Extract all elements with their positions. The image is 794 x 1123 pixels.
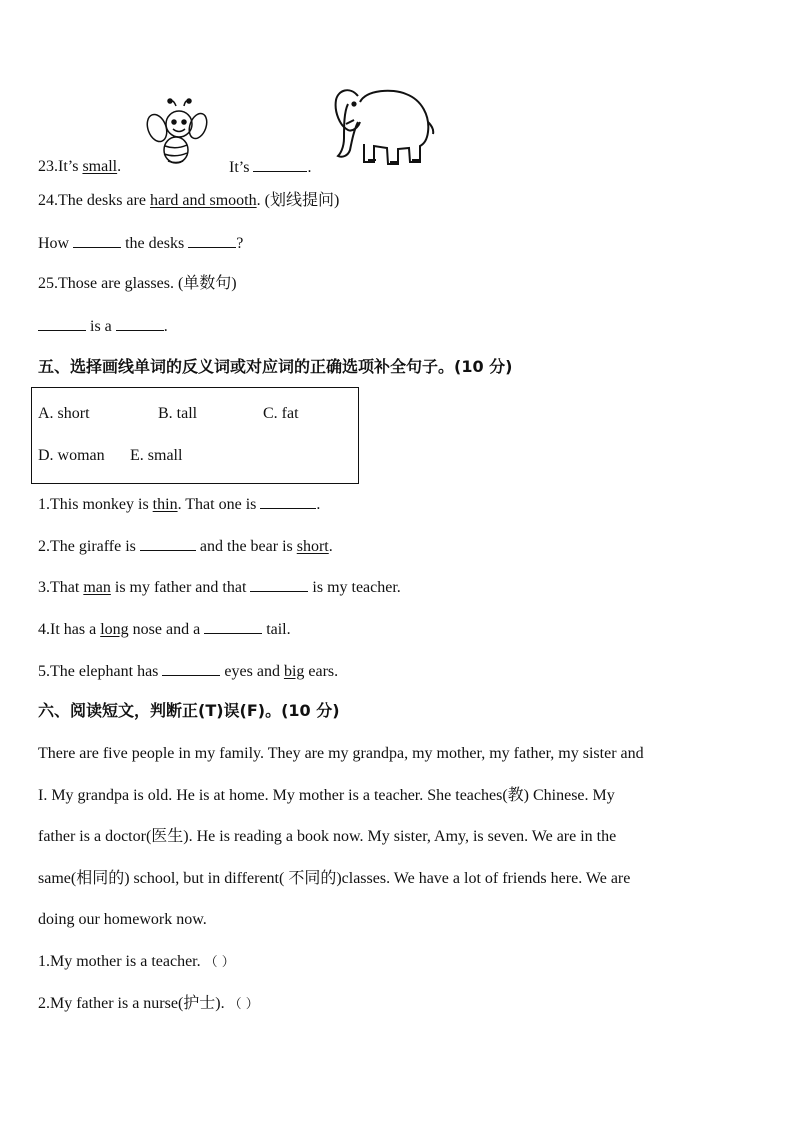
- tf-1-answer-slot[interactable]: （ ）: [204, 955, 235, 970]
- question-23-answer: [229, 157, 311, 178]
- s5-3-text: 3.That: [38, 579, 84, 596]
- s5-5-end: ears.: [304, 663, 339, 680]
- s5-4-middle: nose and a: [128, 621, 205, 638]
- s5-4-underlined: long: [100, 621, 129, 638]
- q23-underlined-word: small: [82, 158, 118, 175]
- q24-answer-text: How: [38, 235, 74, 252]
- answer-blank[interactable]: [140, 536, 196, 551]
- question-25-answer: [38, 316, 168, 337]
- q24-answer-middle: the desks: [121, 235, 189, 252]
- question-24: [38, 191, 339, 211]
- s5-5-middle: eyes and: [220, 663, 284, 680]
- s5-5-text: 5.The elephant has: [38, 663, 163, 680]
- q23-text: 23.It’s: [38, 158, 83, 175]
- question-25: [38, 274, 237, 294]
- s5-sentence-3: [38, 577, 401, 598]
- tf-2-answer-slot[interactable]: （ ）: [228, 997, 259, 1012]
- s5-2-underlined: short: [296, 538, 329, 555]
- q24-answer-end: ?: [236, 235, 244, 252]
- option-d: D. woman: [38, 447, 105, 464]
- s5-3-underlined: man: [83, 579, 111, 596]
- answer-blank[interactable]: [116, 316, 164, 331]
- tf-question-2: [38, 994, 259, 1015]
- s5-3-end: is my teacher.: [308, 579, 401, 596]
- option-b: B. tall: [158, 405, 198, 422]
- q24-text: 24.The desks are: [38, 192, 150, 209]
- bee-picture: [146, 98, 208, 168]
- s5-2-end: .: [328, 538, 333, 555]
- option-c: C. fat: [263, 405, 299, 422]
- s5-2-middle: and the bear is: [195, 538, 297, 555]
- options-box: [31, 387, 359, 484]
- q23-answer-text: It’s: [229, 159, 254, 176]
- s5-1-end: .: [316, 496, 321, 513]
- answer-blank[interactable]: [73, 233, 121, 248]
- answer-blank[interactable]: [162, 661, 220, 676]
- answer-blank[interactable]: [188, 233, 236, 248]
- q24-underlined-phrase: hard and smooth: [149, 192, 257, 209]
- answer-blank[interactable]: [38, 316, 86, 331]
- s5-4-text: 4.It has a: [38, 621, 101, 638]
- passage-line-5: doing our homework now.: [38, 911, 207, 928]
- s5-3-middle: is my father and that: [110, 579, 251, 596]
- tf-2-text: 2.My father is a nurse(护士).: [38, 995, 225, 1012]
- s5-5-underlined: big: [283, 663, 305, 680]
- tf-1-text: 1.My mother is a teacher.: [38, 953, 201, 970]
- answer-blank[interactable]: [253, 157, 307, 172]
- answer-blank[interactable]: [204, 619, 262, 634]
- passage-line-3: father is a doctor(医生). He is reading a book now. My sister, Amy, is seven. We are in the: [38, 828, 617, 845]
- s5-1-underlined: thin: [152, 496, 178, 513]
- passage-line-2: I. My grandpa is old. He is at home. My mother is a teacher. She teaches(教) Chinese. My: [38, 787, 615, 804]
- question-24-answer: [38, 233, 243, 254]
- section-5-heading: 五、选择画线单词的反义词或对应词的正确选项补全句子。(10 分): [38, 357, 513, 376]
- s5-sentence-4: [38, 619, 291, 640]
- passage-line-4: same(相同的) school, but in different( 不同的)classes. We have a lot of friends here. We are: [38, 870, 631, 887]
- s5-sentence-1: [38, 494, 320, 515]
- elephant-picture: [332, 82, 436, 168]
- section-6-heading: 六、阅读短文，判断正(T)误(F)。(10 分): [38, 701, 340, 720]
- answer-blank[interactable]: [260, 494, 316, 509]
- option-e: E. small: [130, 447, 183, 464]
- s5-sentence-5: [38, 661, 338, 682]
- q24-instruction: . (划线提问): [256, 192, 340, 209]
- question-23: [38, 157, 121, 177]
- s5-1-text: 1.This monkey is: [38, 496, 153, 513]
- s5-4-end: tail.: [262, 621, 291, 638]
- s5-sentence-2: [38, 536, 333, 557]
- s5-1-middle: . That one is: [177, 496, 261, 513]
- q25-answer-middle: is a: [86, 318, 116, 335]
- q23-answer-period: .: [307, 159, 312, 176]
- q25-text: 25.Those are glasses. (单数句): [38, 275, 237, 292]
- tf-question-1: [38, 952, 235, 973]
- option-a: A. short: [38, 405, 90, 422]
- answer-blank[interactable]: [250, 577, 308, 592]
- q25-answer-end: .: [163, 318, 168, 335]
- passage-line-1: There are five people in my family. They are my grandpa, my mother, my father, my sister and: [38, 745, 644, 762]
- q23-period: .: [117, 158, 122, 175]
- s5-2-text: 2.The giraffe is: [38, 538, 140, 555]
